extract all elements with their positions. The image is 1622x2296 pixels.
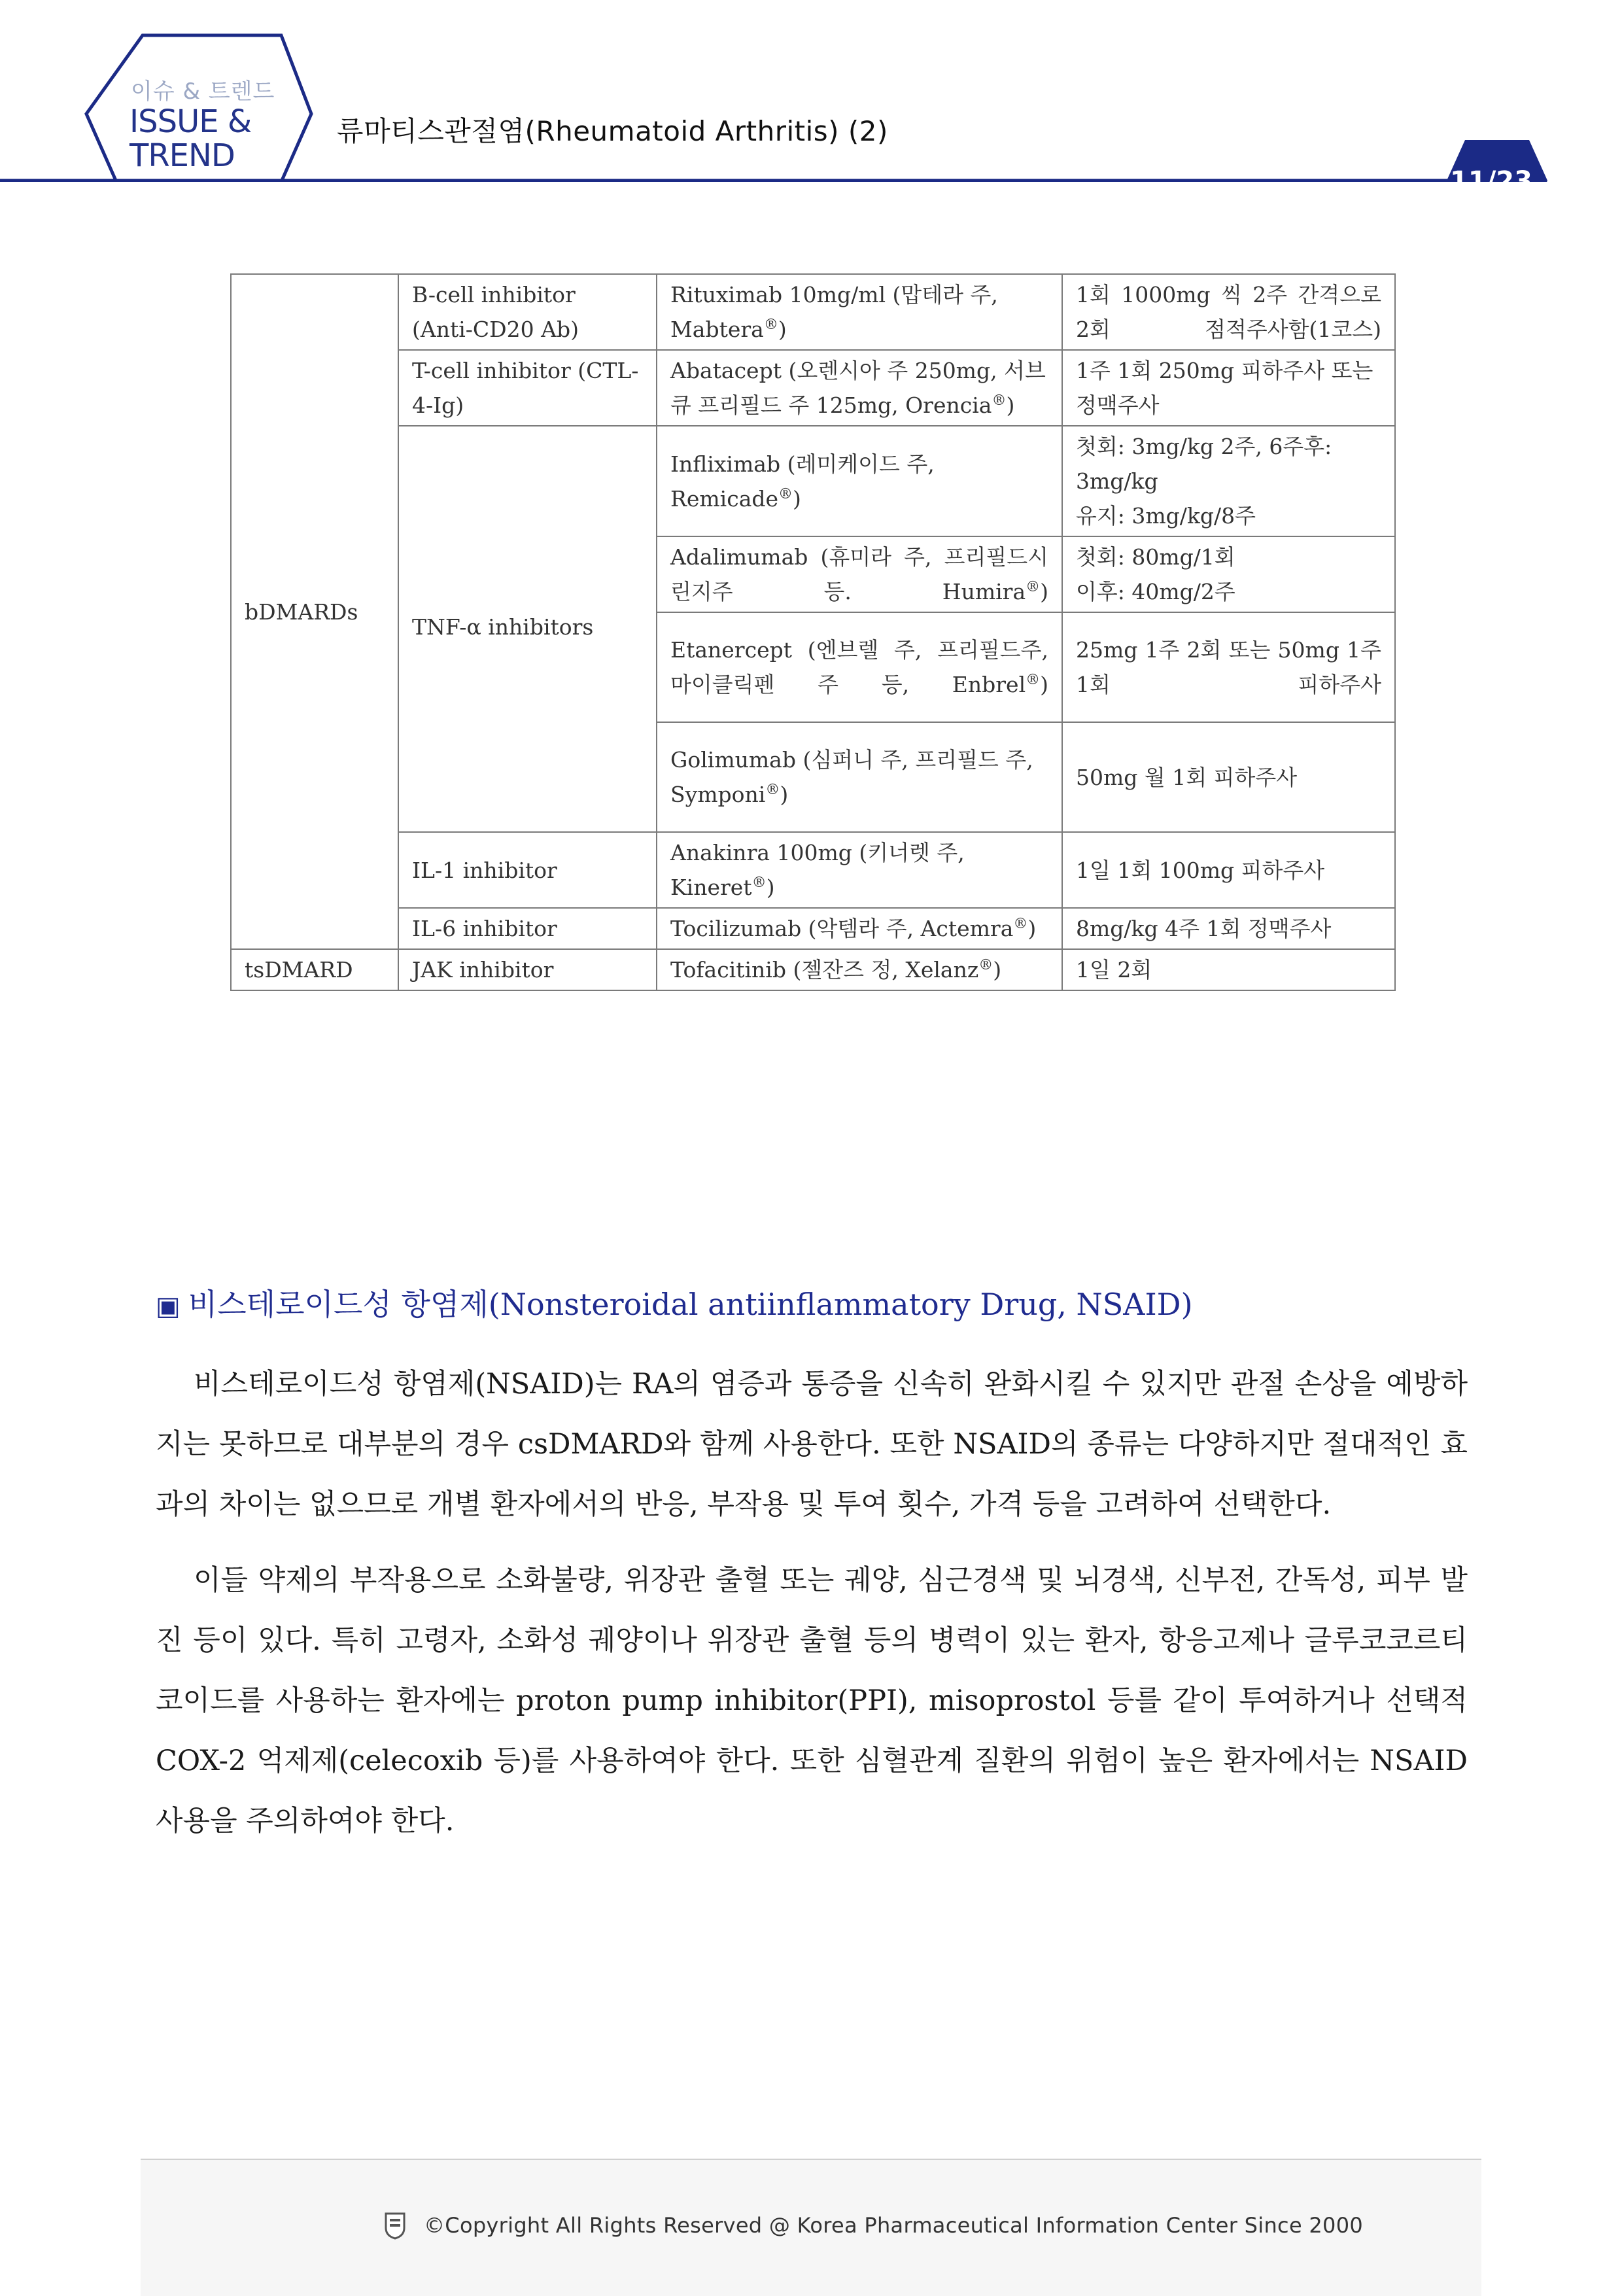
registered-mark: ® — [978, 957, 993, 973]
drug-cell — [657, 426, 1062, 536]
square-bullet-icon: ▣ — [156, 1291, 181, 1321]
issue-label-korean: 이슈 & 트렌드 — [131, 78, 275, 105]
registered-mark: ® — [765, 782, 780, 798]
dose-line: 첫회: 3mg/kg 2주, 6주후: 3mg/kg — [1076, 434, 1332, 494]
registered-mark: ® — [751, 875, 767, 891]
dose-line: 이후: 40mg/2주 — [1076, 579, 1235, 604]
dose-cell: 50mg 월 1회 피하주사 — [1062, 722, 1395, 832]
table-row — [231, 350, 1395, 426]
drug-text: Abatacept (오렌시아 주 250mg, 서브큐 프리필드 주 125mg, Orencia — [670, 358, 1046, 418]
dose-cell: 1일 1회 100mg 피하주사 — [1062, 832, 1395, 908]
close-paren: ) — [778, 317, 787, 342]
drug-table — [230, 273, 1396, 991]
body-paragraph-2: 이들 약제의 부작용으로 소화불량, 위장관 출혈 또는 궤양, 심근경색 및 뇌경색, 신부전, 간독성, 피부 발진 등이 있다. 특히 고령자, 소화성 궤양이나 위장관 출혈 등의 병력이 있는 환자, 항응고제나 글루코코르티코이드를 사용하는 환자에는 proton pump inhibitor(PPI), misoprostol 등를 같이 투여하거나 선택적 COX-2 억제제(celecoxib 등)를 사용하여야 한다. 또한 심혈관계 질환의 위험이 높은 환자에서는 NSAID 사용을 주의하여야 한다. — [156, 1564, 1468, 1837]
close-paren: ) — [793, 485, 801, 512]
issue-label-line1: ISSUE & — [129, 103, 252, 140]
registered-mark: ® — [1013, 916, 1028, 932]
drug-text: Anakinra 100mg (키너렛 주, Kineret — [670, 840, 965, 900]
registered-mark: ® — [778, 485, 793, 502]
mechanism-cell: B-cell inhibitor (Anti-CD20 Ab) — [398, 274, 657, 350]
dose-cell: 1회 1000mg 씩 2주 간격으로 2회 점적주사함(1코스) — [1062, 274, 1395, 350]
table-row — [231, 832, 1395, 908]
drug-cell — [657, 274, 1062, 350]
drug-cell — [657, 832, 1062, 908]
dose-cell: 1일 2회 — [1062, 949, 1395, 990]
dose-cell: 8mg/kg 4주 1회 정맥주사 — [1062, 908, 1395, 949]
dose-line: 첫회: 80mg/1회 — [1076, 544, 1235, 570]
category-bdmards: bDMARDs — [231, 274, 398, 949]
drug-text: Tofacitinib (젤잔즈 정, Xelanz — [670, 957, 979, 983]
registered-mark: ® — [992, 392, 1007, 409]
table-row — [231, 274, 1395, 350]
close-paren: ) — [1040, 672, 1048, 697]
drug-cell — [657, 722, 1062, 832]
close-paren: ) — [1006, 392, 1015, 418]
registered-mark: ® — [1026, 579, 1041, 595]
table-row — [231, 949, 1395, 990]
close-paren: ) — [993, 957, 1002, 983]
document-title: 류마티스관절염(Rheumatoid Arthritis) (2) — [337, 115, 888, 147]
body-paragraph-1: 비스테로이드성 항염제(NSAID)는 RA의 염증과 통증을 신속히 완화시킬 수 있지만 관절 손상을 예방하지는 못하므로 대부분의 경우 csDMARD와 함께 사용한다. 또한 NSAID의 종류는 다양하지만 절대적인 효과의 차이는 없으므로 개별 환자에서의 반응, 부작용 및 투여 횟수, 가격 등을 고려하여 선택한다. — [156, 1368, 1468, 1521]
drug-text: Tocilizumab (악템라 주, Actemra — [670, 916, 1014, 941]
drug-cell — [657, 612, 1062, 722]
table-row — [231, 908, 1395, 949]
dose-line: 유지: 3mg/kg/8주 — [1076, 503, 1256, 529]
issue-label-line2: TREND — [129, 137, 235, 174]
section-heading — [156, 1281, 1193, 1324]
close-paren: ) — [766, 875, 775, 900]
issue-label-english — [129, 105, 251, 173]
mechanism-cell: IL-1 inhibitor — [398, 832, 657, 908]
mechanism-cell: T-cell inhibitor (CTL-4-Ig) — [398, 350, 657, 426]
mechanism-tnf: TNF-α inhibitors — [398, 426, 657, 832]
copyright-text: ©Copyright All Rights Reserved @ Korea Pharmaceutical Information Center Since 2000 — [424, 2213, 1364, 2238]
close-paren: ) — [1027, 916, 1037, 941]
drug-text: Rituximab 10mg/ml (맙테라 주, Mabtera — [670, 282, 998, 342]
drug-cell — [657, 350, 1062, 426]
mechanism-cell: IL-6 inhibitor — [398, 908, 657, 949]
dose-cell — [1062, 536, 1395, 612]
drug-text: Etanercept (엔브렐 주, 프리필드주, 마이클릭펜 주 등, Enbrel — [670, 637, 1048, 697]
dose-cell: 25mg 1주 2회 또는 50mg 1주 1회 피하주사 — [1062, 612, 1395, 722]
page-number: 11/23 — [1450, 166, 1532, 196]
drug-text: Adalimumab (휴미라 주, 프리필드시린지주 등. Humira — [670, 544, 1048, 604]
dose-cell — [1062, 426, 1395, 536]
drug-cell — [657, 536, 1062, 612]
drug-text: Infliximab (레미케이드 주, Remicade — [670, 451, 935, 512]
drug-cell — [657, 949, 1062, 990]
section-heading-text: 비스테로이드성 항염제(Nonsteroidal antiinflammatory Drug, NSAID) — [188, 1287, 1193, 1322]
drug-cell — [657, 908, 1062, 949]
registered-mark: ® — [763, 317, 778, 333]
mechanism-cell: JAK inhibitor — [398, 949, 657, 990]
registered-mark: ® — [1026, 672, 1041, 688]
category-tsdmard: tsDMARD — [231, 949, 398, 990]
close-paren: ) — [780, 782, 789, 807]
dose-cell: 1주 1회 250mg 피하주사 또는 정맥주사 — [1062, 350, 1395, 426]
drug-text: Golimumab (심퍼니 주, 프리필드 주, Symponi — [670, 747, 1033, 807]
close-paren: ) — [1040, 579, 1048, 604]
table-row — [231, 426, 1395, 536]
kpic-crest-icon — [383, 2211, 407, 2240]
